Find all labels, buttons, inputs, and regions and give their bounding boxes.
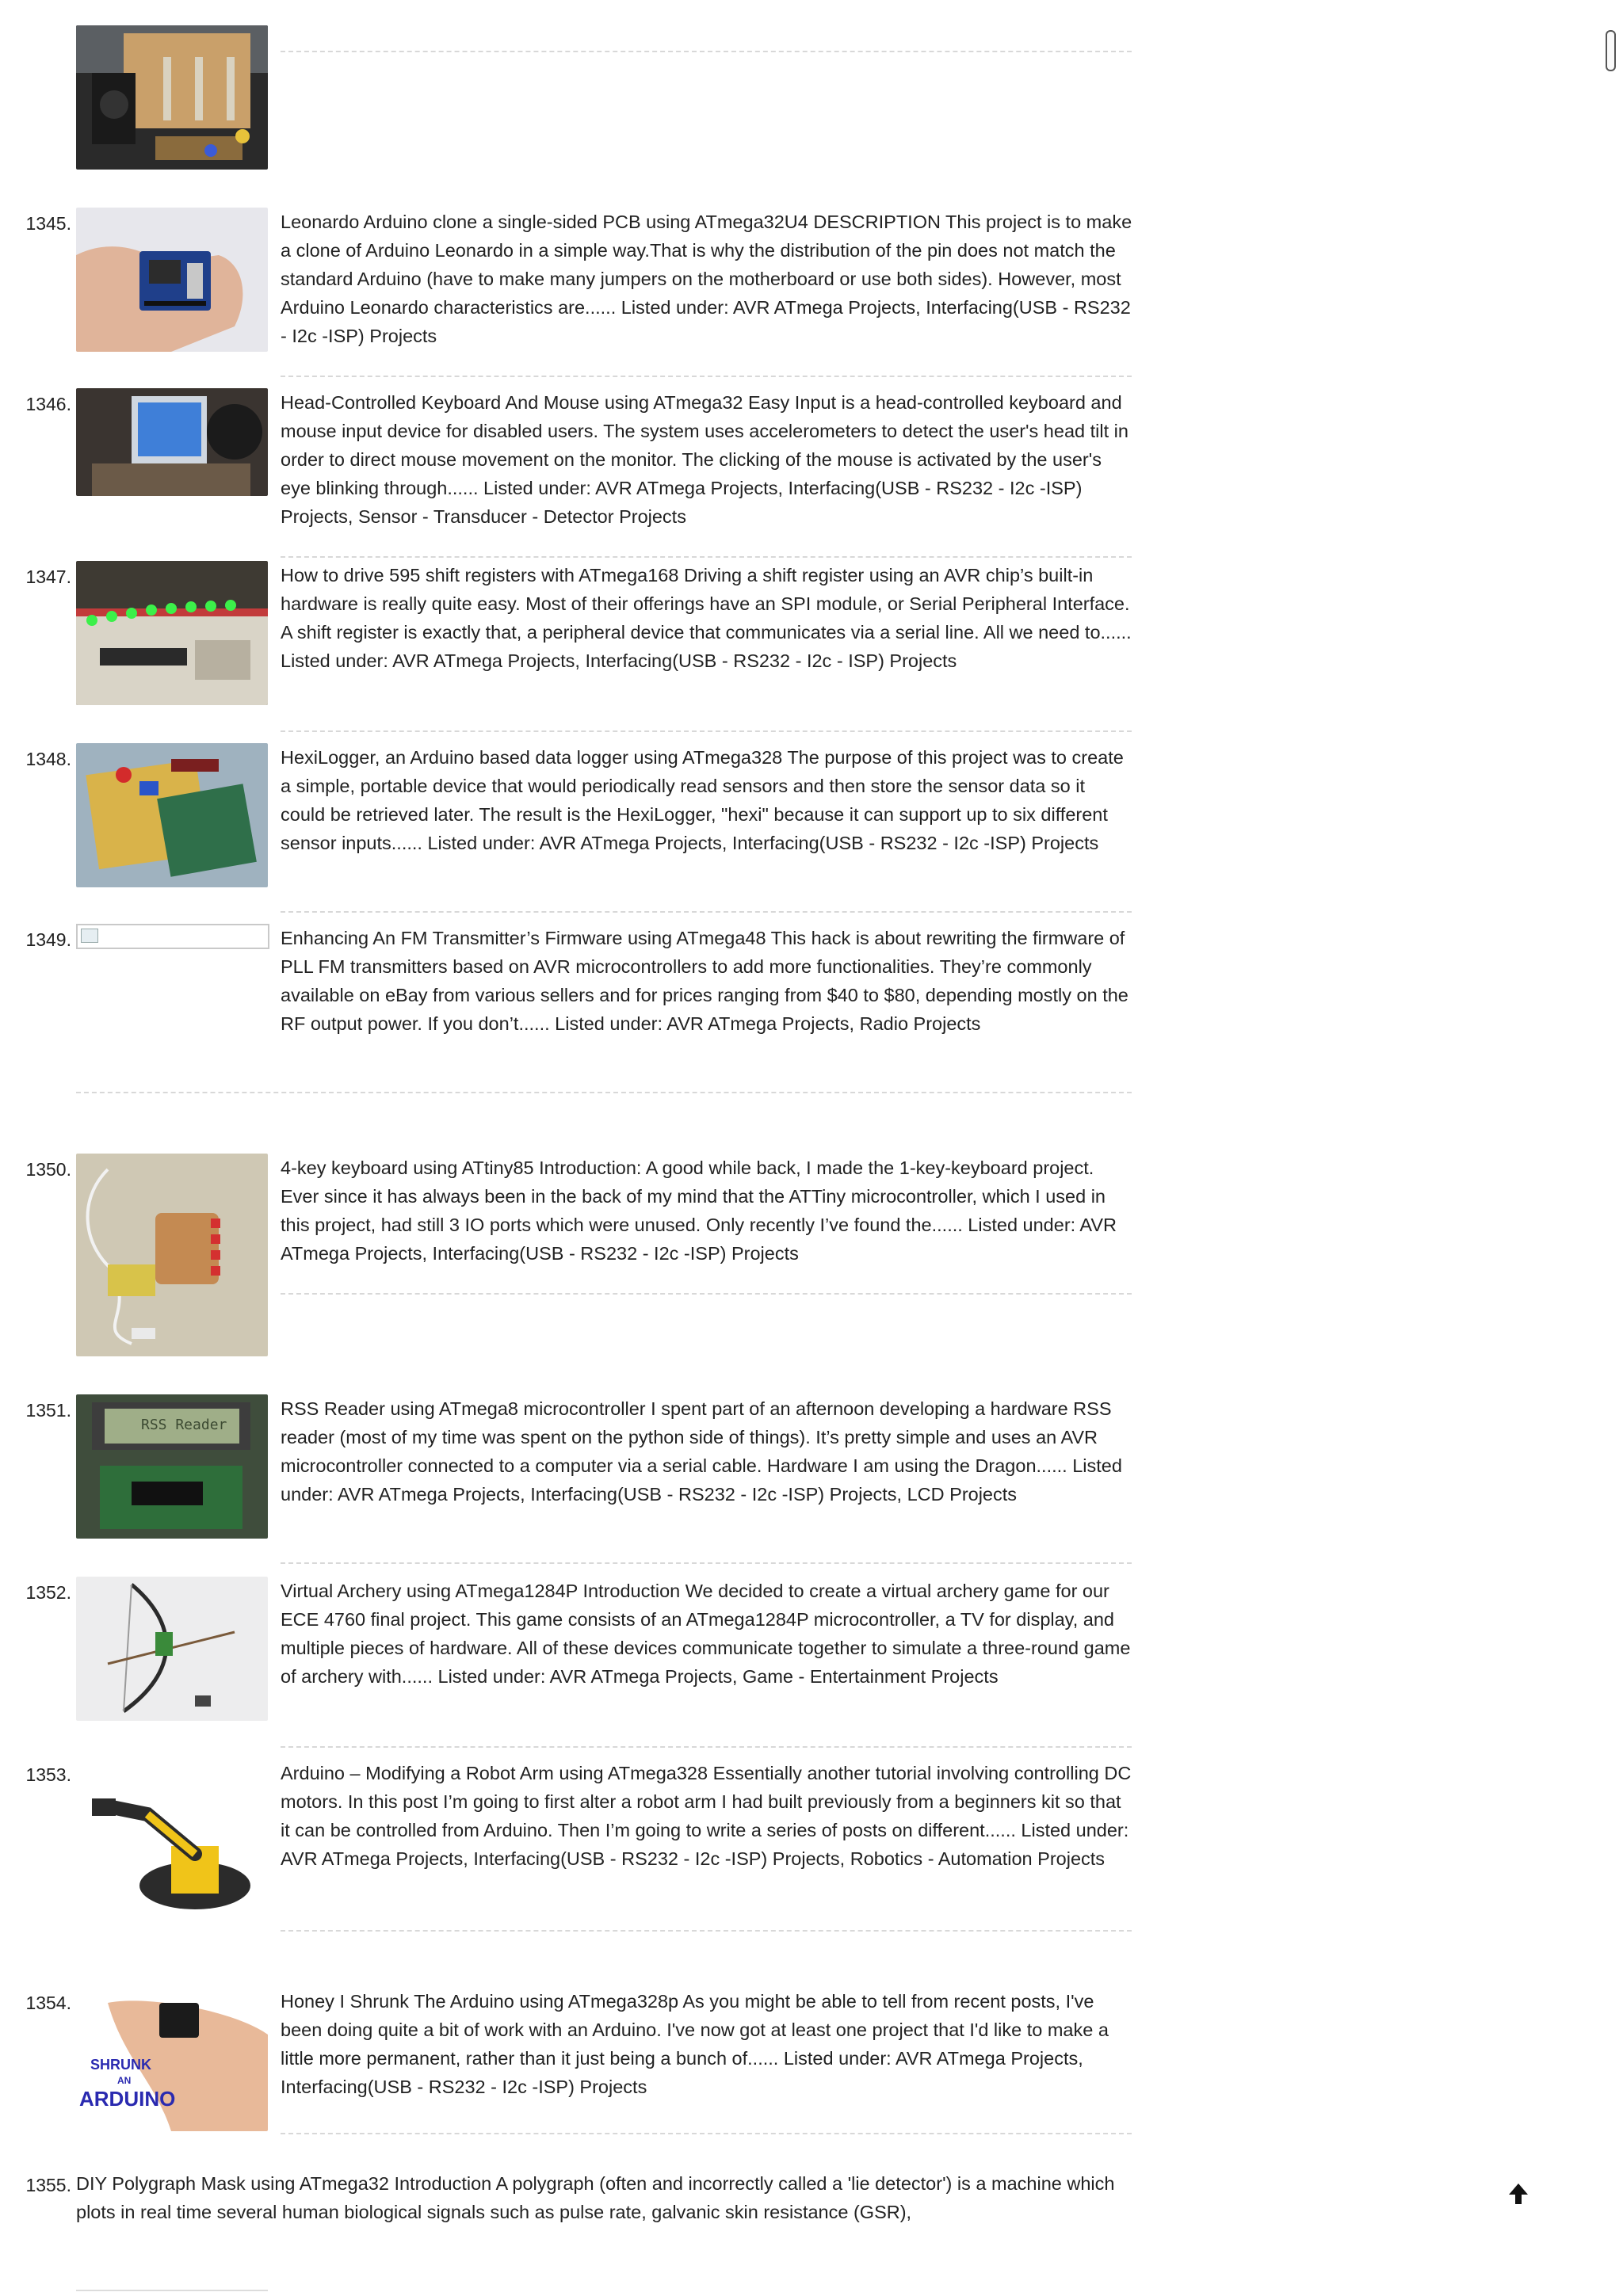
thumbnail-image xyxy=(76,388,268,496)
broken-image-icon[interactable] xyxy=(76,924,269,949)
item-number: 1352. xyxy=(25,1582,71,1603)
item-number: 1350. xyxy=(25,1159,71,1180)
scrollbar-thumb[interactable] xyxy=(1606,30,1616,71)
separator xyxy=(281,51,1132,52)
separator xyxy=(281,730,1132,732)
separator xyxy=(281,911,1132,913)
thumbnail-image xyxy=(76,208,268,352)
image-placeholder-icon xyxy=(81,929,98,943)
item-number: 1349. xyxy=(25,929,71,950)
item-number: 1347. xyxy=(25,566,71,587)
project-thumbnail[interactable] xyxy=(76,1154,268,1356)
project-thumbnail[interactable] xyxy=(76,388,268,496)
item-description[interactable]: 4-key keyboard using ATtiny85 Introduction: A good while back, I made the 1-key-keyboard project. Ever since it has always been in the back of my mind that the ATTiny microcontroller, which I used in this project, had still 3 IO ports which were unused. Only recently I’ve found the...... Listed under: AVR ATmega Projects, Interfacing(USB - RS232 - I2c -ISP) Projects xyxy=(281,1158,1117,1264)
item-number: 1353. xyxy=(25,1764,71,1785)
thumbnail-image xyxy=(76,743,268,887)
item-number: 1351. xyxy=(25,1400,71,1421)
thumbnail-image xyxy=(76,1759,268,1927)
item-number: 1345. xyxy=(25,213,71,234)
separator xyxy=(281,2133,1132,2134)
thumbnail-image xyxy=(76,1577,268,1721)
item-description[interactable]: Honey I Shrunk The Arduino using ATmega328p As you might be able to tell from recent posts, I've been doing quite a bit of work with an Arduino. I've now got at least one project that I'd like to make a little more permanent, rather than it just being a bunch of...... Listed under: AVR ATmega Projects, Interfacing(USB - RS232 - I2c -ISP) Projects xyxy=(281,1991,1109,2097)
project-thumbnail[interactable] xyxy=(76,208,268,352)
item-description[interactable]: HexiLogger, an Arduino based data logger using ATmega328 The purpose of this project was to create a simple, portable device that would periodically read sensors and then store the sensor data so it could be retrieved later. The result is the HexiLogger, "hexi" because it can support up to six different sensor inputs...... Listed under: AVR ATmega Projects, Interfacing(USB - RS232 - I2c -ISP) Projects xyxy=(281,747,1124,853)
separator xyxy=(281,1746,1132,1748)
item-number: 1355. xyxy=(25,2175,71,2195)
separator xyxy=(281,376,1132,377)
separator xyxy=(281,556,1132,558)
project-thumbnail[interactable] xyxy=(76,561,268,705)
separator xyxy=(281,1293,1132,1295)
project-thumbnail[interactable] xyxy=(76,1759,268,1927)
project-thumbnail[interactable] xyxy=(76,25,268,170)
separator xyxy=(76,1092,1132,1093)
back-to-top-button[interactable] xyxy=(1503,2179,1534,2210)
item-description[interactable]: Leonardo Arduino clone a single-sided PCB using ATmega32U4 DESCRIPTION This project is to make a clone of Arduino Leonardo in a simple way.That is why the distribution of the pin does not match the standard Arduino (have to make many jumpers on the motherboard or use both sides). However, most Arduino Leonardo characteristics are...... Listed under: AVR ATmega Projects, Interfacing(USB - RS232 - I2c -ISP) Projects xyxy=(281,212,1132,346)
separator xyxy=(281,1930,1132,1932)
thumbnail-caption: AN xyxy=(117,2075,132,2086)
item-number: 1354. xyxy=(25,1993,71,2013)
project-thumbnail[interactable] xyxy=(76,1577,268,1721)
thumbnail-top-edge xyxy=(76,2290,268,2291)
project-thumbnail[interactable] xyxy=(76,743,268,887)
item-number: 1348. xyxy=(25,749,71,769)
item-description[interactable]: Enhancing An FM Transmitter’s Firmware using ATmega48 This hack is about rewriting the firmware of PLL FM transmitters based on AVR microcontrollers to add more functionalities. They’re commonly available on eBay from various sellers and for prices ranging from $40 to $80, depending mostly on the RF output power. If you don’t...... Listed under: AVR ATmega Projects, Radio Projects xyxy=(281,928,1128,1034)
arrow-up-icon xyxy=(1503,2179,1534,2210)
separator xyxy=(281,1562,1132,1564)
thumbnail-image xyxy=(76,1154,268,1356)
thumbnail-image xyxy=(76,1394,268,1539)
item-description[interactable]: Virtual Archery using ATmega1284P Introduction We decided to create a virtual archery game for our ECE 4760 final project. This game consists of an ATmega1284P microcontroller, a TV for display, and multiple pieces of hardware. All of these devices communicate together to simulate a three-round game of archery with...... Listed under: AVR ATmega Projects, Game - Entertainment Projects xyxy=(281,1581,1131,1687)
item-number: 1346. xyxy=(25,394,71,414)
item-description[interactable]: RSS Reader using ATmega8 microcontroller I spent part of an afternoon developing a hardware RSS reader (most of my time was spent on the python side of things). It’s pretty simple and uses an AVR microcontroller connected to a computer via a serial cable. Hardware I am using the Dragon...... Listed under: AVR ATmega Projects, Interfacing(USB - RS232 - I2c -ISP) Projects, LCD Projects xyxy=(281,1398,1122,1505)
thumbnail-caption: ARDUINO xyxy=(79,2087,176,2111)
item-description[interactable]: DIY Polygraph Mask using ATmega32 Introduction A polygraph (often and incorrectly called a 'lie detector') is a machine which plots in real time several human biological signals such as pulse rate, galvanic skin resistance (GSR), xyxy=(76,2173,1115,2222)
project-thumbnail[interactable] xyxy=(76,1394,268,1539)
thumbnail-image xyxy=(76,561,268,705)
item-description[interactable]: Head-Controlled Keyboard And Mouse using ATmega32 Easy Input is a head-controlled keyboard and mouse input device for disabled users. The system uses accelerometers to detect the user's head tilt in order to direct mouse movement on the monitor. The clicking of the mouse is activated by the user's eye blinking through...... Listed under: AVR ATmega Projects, Interfacing(USB - RS232 - I2c -ISP) Projects, Sensor - Transducer - Detector Projects xyxy=(281,392,1128,527)
item-description[interactable]: How to drive 595 shift registers with ATmega168 Driving a shift register using an AVR chip’s built-in hardware is really quite easy. Most of their offerings have an SPI module, or Serial Peripheral Interface. A shift register is exactly that, a peripheral device that communicates via a serial line. All we need to...... Listed under: AVR ATmega Projects, Interfacing(USB - RS232 - I2c - ISP) Projects xyxy=(281,565,1132,671)
lcd-text: RSS Reader xyxy=(141,1417,227,1433)
thumbnail-image xyxy=(76,25,268,170)
thumbnail-caption: SHRUNK xyxy=(90,2057,152,2073)
thumbnail-image xyxy=(76,1987,268,2131)
item-description[interactable]: Arduino – Modifying a Robot Arm using ATmega328 Essentially another tutorial involving controlling DC motors. In this post I’m going to first alter a robot arm I had built previously from a beginners kit so that it can be controlled from Arduino. Then I’m going to write a series of posts on different...... Listed under: AVR ATmega Projects, Interfacing(USB - RS232 - I2c -ISP) Projects, Robotics - Automation Projects xyxy=(281,1763,1132,1869)
project-thumbnail[interactable] xyxy=(76,1987,268,2131)
